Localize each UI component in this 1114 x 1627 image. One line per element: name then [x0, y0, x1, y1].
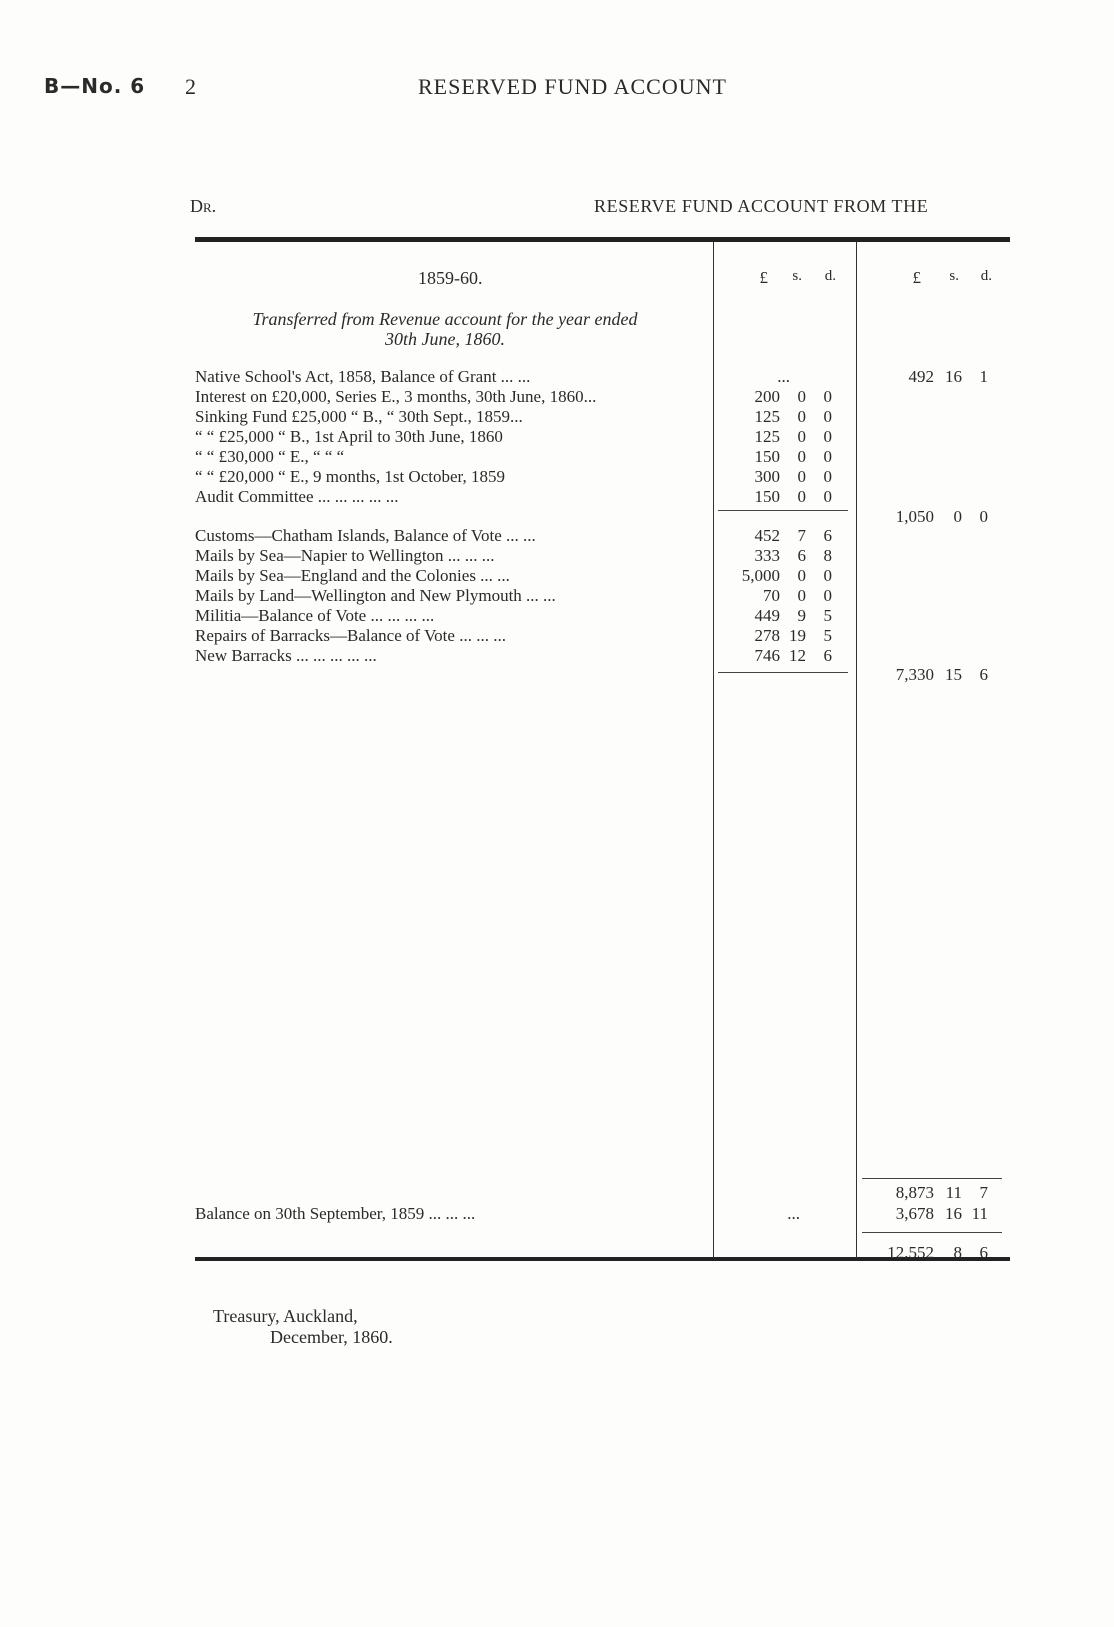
row-label: New Barracks ... ... ... ... ...: [195, 646, 377, 665]
page-number: 2: [185, 74, 197, 99]
right-pounds: 1,050: [895, 507, 934, 526]
mid-pence: 0: [823, 447, 832, 466]
mid-pounds: ...: [777, 367, 790, 386]
mid-pence: 0: [823, 407, 832, 426]
right-pounds-header: £: [912, 268, 921, 287]
right-shillings: 15: [945, 665, 962, 684]
subtotal-rule-mid: [718, 672, 848, 673]
mid-pence: 6: [823, 526, 832, 545]
mid-shillings: 19: [789, 626, 806, 645]
mid-shillings: 0: [797, 487, 806, 506]
transfer-caption-line2: 30th June, 1860.: [385, 329, 505, 349]
row-label: Mails by Land—Wellington and New Plymouth ... ...: [195, 586, 556, 605]
right-shillings: 16: [945, 367, 962, 386]
mid-shillings: 6: [797, 546, 806, 565]
mid-pence: 0: [823, 566, 832, 585]
mid-shillings: 0: [797, 467, 806, 486]
row-label: Repairs of Barracks—Balance of Vote ... ... ...: [195, 626, 506, 645]
mid-pounds: 5,000: [741, 566, 780, 585]
grand-total-rule: [862, 1232, 1002, 1233]
right-shillings-header: s.: [949, 268, 959, 284]
mid-shillings: 9: [797, 606, 806, 625]
mid-pence: 0: [823, 487, 832, 506]
mid-pence: 0: [823, 586, 832, 605]
right-pence: 0: [979, 507, 988, 526]
row-label: Sinking Fund £25,000 “ B., “ 30th Sept., 1859...: [195, 407, 523, 426]
account-subtitle: RESERVE FUND ACCOUNT FROM THE: [594, 196, 929, 216]
column-divider-mid: [713, 242, 714, 1258]
mid-pounds: 333: [754, 546, 780, 565]
mid-pence: 0: [823, 467, 832, 486]
right-pounds: 8,873: [895, 1183, 934, 1202]
mid-pence-header: d.: [824, 268, 836, 284]
mid-pence: 0: [823, 387, 832, 406]
footer-date: December, 1860.: [270, 1327, 393, 1347]
row-label: Mails by Sea—Napier to Wellington ... ... ...: [195, 546, 495, 565]
mid-pounds: 150: [754, 447, 780, 466]
subtotal-rule-mid: [718, 510, 848, 511]
mid-pence: 5: [823, 606, 832, 625]
mid-pounds: 278: [754, 626, 780, 645]
mid-pounds: 70: [763, 586, 780, 605]
mid-pence: 5: [823, 626, 832, 645]
transfer-caption-line1: Transferred from Revenue account for the year ended: [252, 309, 638, 329]
dr-label: Dr.: [190, 196, 217, 216]
mid-shillings: 0: [797, 407, 806, 426]
top-rule: [195, 237, 1010, 242]
row-label: Mails by Sea—England and the Colonies ... ...: [195, 566, 510, 585]
mid-pence: 6: [823, 646, 832, 665]
mid-pence: 0: [823, 427, 832, 446]
mid-pence: 8: [823, 546, 832, 565]
mid-pounds: 449: [754, 606, 780, 625]
mid-pounds: 125: [754, 427, 780, 446]
right-shillings: 16: [945, 1204, 962, 1223]
right-pence: 6: [979, 665, 988, 684]
right-pence: 11: [971, 1204, 988, 1223]
mid-shillings-header: s.: [792, 268, 802, 284]
row-label: “ “ £25,000 “ B., 1st April to 30th June, 1860: [195, 427, 503, 446]
balance-mid: ...: [787, 1204, 800, 1223]
balance-label: Balance on 30th September, 1859 ... ... ...: [195, 1204, 476, 1223]
right-pence-header: d.: [980, 268, 992, 284]
right-shillings: 8: [953, 1243, 962, 1262]
right-pounds: 3,678: [895, 1204, 934, 1223]
right-shillings: 11: [945, 1183, 962, 1202]
row-label: Militia—Balance of Vote ... ... ... ...: [195, 606, 435, 625]
mid-pounds: 452: [754, 526, 780, 545]
right-pounds: 492: [908, 367, 934, 386]
row-label: “ “ £20,000 “ E., 9 months, 1st October, 1859: [195, 467, 505, 486]
row-label: Audit Committee ... ... ... ... ...: [195, 487, 399, 506]
mid-pounds: 300: [754, 467, 780, 486]
mid-pounds: 125: [754, 407, 780, 426]
mid-shillings: 0: [797, 447, 806, 466]
right-pence: 6: [979, 1243, 988, 1262]
row-label: Native School's Act, 1858, Balance of Grant ... ...: [195, 367, 531, 386]
page-title: RESERVED FUND ACCOUNT: [418, 74, 727, 99]
right-pence: 7: [979, 1183, 988, 1202]
year-heading: 1859-60.: [418, 268, 483, 288]
row-label: “ “ £30,000 “ E., “ “ “: [195, 447, 345, 466]
mid-shillings: 7: [797, 526, 806, 545]
mid-shillings: 12: [789, 646, 806, 665]
mid-shillings: 0: [797, 586, 806, 605]
right-shillings: 0: [953, 507, 962, 526]
mid-shillings: 0: [797, 566, 806, 585]
footer-location: Treasury, Auckland,: [213, 1306, 358, 1326]
column-divider-right: [856, 242, 857, 1258]
mid-pounds: 746: [754, 646, 780, 665]
mid-pounds: 200: [754, 387, 780, 406]
mid-pounds: 150: [754, 487, 780, 506]
row-label: Interest on £20,000, Series E., 3 months, 30th June, 1860...: [195, 387, 597, 406]
mid-shillings: 0: [797, 427, 806, 446]
right-pounds: 7,330: [895, 665, 934, 684]
mid-shillings: 0: [797, 387, 806, 406]
right-pence: 1: [979, 367, 988, 386]
mid-pounds-header: £: [759, 268, 768, 287]
total-rule: [862, 1178, 1002, 1179]
right-pounds: 12,552: [887, 1243, 934, 1262]
document-ref: B—No. 6: [44, 74, 146, 98]
row-label: Customs—Chatham Islands, Balance of Vote ... ...: [195, 526, 536, 545]
